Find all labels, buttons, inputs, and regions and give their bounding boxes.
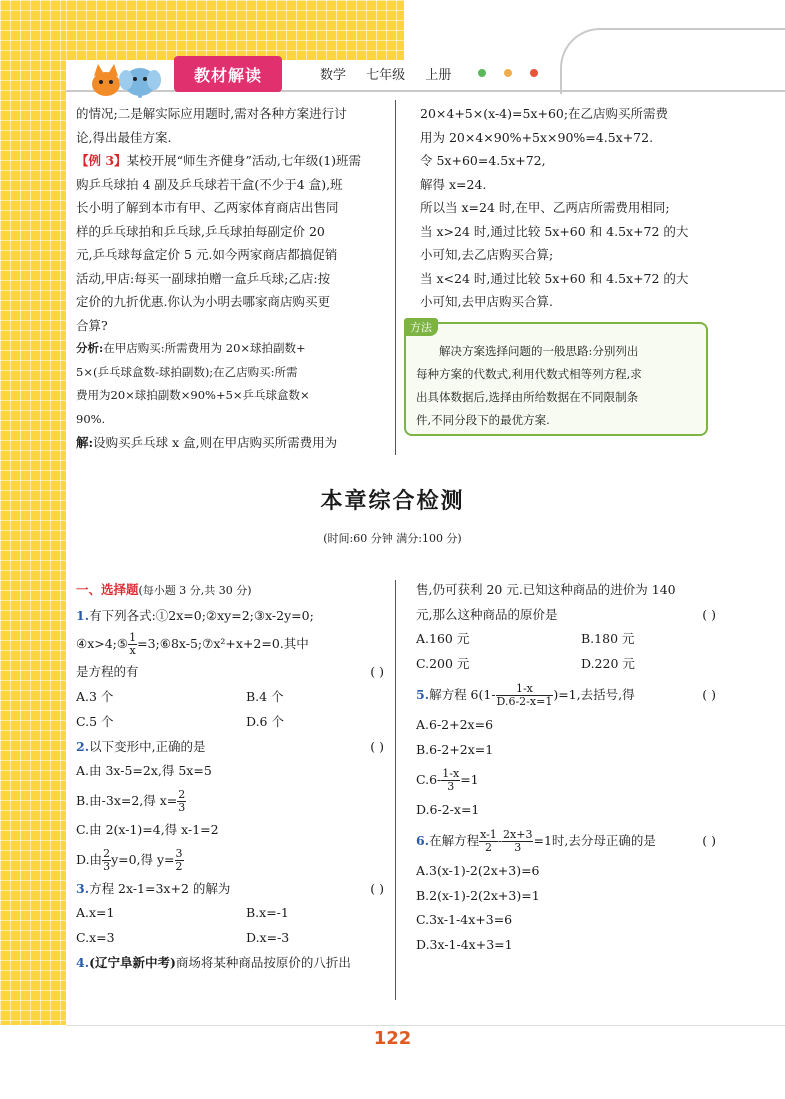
text-line: 某校开展“师生齐健身”活动,七年级(1)班需 xyxy=(126,153,362,168)
subject-label: 数学 xyxy=(320,68,347,83)
fraction: $\frac{3}{2}$ xyxy=(175,846,183,873)
text-line: 合算? xyxy=(76,317,108,333)
example-column-right xyxy=(420,102,720,314)
section-badge: 教材解读 xyxy=(174,56,282,92)
option-a: A.由 3x-5=2x,得 5x=5 xyxy=(76,763,212,779)
option-c: C.6- xyxy=(416,772,442,788)
analysis-tag: 分析: xyxy=(76,341,104,355)
text-line: 90%. xyxy=(76,411,106,426)
method-line: 每种方案的代数式,利用代数式相等列方程,求 xyxy=(416,367,642,381)
question-source: (辽宁阜新中考) xyxy=(89,954,176,970)
quiz-column-right xyxy=(416,578,716,958)
option-d: D.由 xyxy=(76,851,103,867)
text-line: 当 x<24 时,通过比较 5x+60 和 4.5x+72 的大 xyxy=(420,270,689,286)
question-text: - xyxy=(497,832,503,848)
answer-blank: ( ) xyxy=(702,686,716,702)
method-tag: 方法 xyxy=(404,318,438,336)
question-text: 售,仍可获利 20 元.已知这种商品的进价为 140 xyxy=(416,582,676,597)
solution-tag: 解: xyxy=(76,435,94,450)
header-curve xyxy=(560,28,785,94)
text-line: 令 5x+60=4.5x+72, xyxy=(420,153,546,168)
answer-blank: ( ) xyxy=(370,738,384,754)
example-column-left xyxy=(76,102,386,455)
text-line: 长小明了解到本市有甲、乙两家体育商店出售同 xyxy=(76,200,339,215)
section-heading: 一、选择题 xyxy=(76,582,139,597)
option-c: C.5 个 xyxy=(76,713,114,729)
text-line: 元,乒乓球每盒定价 5 元.如今两家商店都搞促销 xyxy=(76,247,338,262)
option-c: C.由 2(x-1)=4,得 x-1=2 xyxy=(76,821,219,837)
option-a: A.6-2+2x=6 xyxy=(416,716,494,732)
chapter-title: 本章综合检测 xyxy=(320,489,465,514)
red-dot-icon xyxy=(530,69,538,77)
text-line: 5×(乒乓球盒数-球拍副数);在乙店购买:所需 xyxy=(76,364,298,379)
text-line: 所以当 x=24 时,在甲、乙两店所需费用相同; xyxy=(420,200,670,215)
text-line: 论,得出最佳方案. xyxy=(76,129,172,145)
question-text: =1时,去分母正确的是 xyxy=(533,832,656,848)
decorative-grid-top xyxy=(66,0,404,60)
method-box xyxy=(404,322,708,436)
footer-divider xyxy=(66,1025,785,1026)
volume-label: 上册 xyxy=(425,68,452,83)
text-line: 解得 x=24. xyxy=(420,176,487,192)
quiz-column-left xyxy=(76,578,384,975)
green-dot-icon xyxy=(478,69,486,77)
text-line: 设购买乒乓球 x 盒,则在甲店购买所需费用为 xyxy=(93,435,338,450)
option-b: B.2(x-1)-2(2x+3)=1 xyxy=(416,887,540,903)
text-line: 定价的九折优惠.你认为小明去哪家商店购买更 xyxy=(76,294,330,309)
answer-blank: ( ) xyxy=(702,832,716,848)
question-text: 有下列各式:①2x=0;②xy=2;③x-2y=0; xyxy=(89,607,314,623)
text-line: 样的乒乓球拍和乒乓球,乒乓球拍每副定价 20 xyxy=(76,223,325,239)
answer-blank: ( ) xyxy=(702,606,716,622)
option-c: C.3x-1-4x+3=6 xyxy=(416,912,513,928)
option-d: D.x=-3 xyxy=(246,930,290,946)
book-info xyxy=(320,64,467,83)
chapter-subtitle: (时间:60 分钟 满分:100 分) xyxy=(323,532,462,545)
text-line: 20×4+5×(x-4)=5x+60;在乙店购买所需费 xyxy=(420,106,669,121)
fraction: $\frac{2}{3}$ xyxy=(103,846,111,873)
grade-label: 七年级 xyxy=(366,68,406,83)
option-d: D.220 元 xyxy=(581,656,635,672)
option-a: A.3(x-1)-2(2x+3)=6 xyxy=(416,862,540,878)
yellow-dot-icon xyxy=(504,69,512,77)
text-line: 在甲店购买:所需费用为 20×球拍副数+ xyxy=(103,341,306,355)
option-d: D.3x-1-4x+3=1 xyxy=(416,937,513,953)
option-c-text: =1 xyxy=(460,772,479,788)
question-text: 是方程的有 xyxy=(76,664,139,680)
option-a: A.3 个 xyxy=(76,689,114,705)
question-text: 解方程 6(1- xyxy=(429,686,496,702)
example-tag: 【例 3】 xyxy=(76,153,127,168)
question-number: 1. xyxy=(76,607,90,623)
section-note: (每小题 3 分,共 30 分) xyxy=(138,584,252,597)
fraction: $\frac{x-1}{2}$ xyxy=(480,827,497,854)
option-b: B.6-2+2x=1 xyxy=(416,741,494,757)
option-c: C.200 元 xyxy=(416,656,470,672)
question-number: 5. xyxy=(416,686,430,702)
fraction: $\frac{2}{3}$ xyxy=(178,787,186,814)
option-d-text: y=0,得 y= xyxy=(111,851,175,867)
method-line: 解决方案选择问题的一般思路:分别列出 xyxy=(439,344,639,358)
fraction: $\frac{1-x}{3}$ xyxy=(442,767,460,794)
page-number: 122 xyxy=(373,1028,412,1049)
text-line: 小可知,去乙店购买合算; xyxy=(420,247,554,262)
option-a: A.160 元 xyxy=(416,631,470,647)
column-divider xyxy=(395,580,396,1000)
option-b: B.180 元 xyxy=(581,631,635,647)
text-line: 小可知,去甲店购买合算. xyxy=(420,294,553,309)
answer-blank: ( ) xyxy=(370,880,384,896)
question-number: 4. xyxy=(76,954,90,970)
text-line: 当 x>24 时,通过比较 5x+60 和 4.5x+72 的大 xyxy=(420,223,689,239)
option-b: B.4 个 xyxy=(246,689,284,705)
question-text: 商场将某种商品按原价的八折出 xyxy=(175,954,351,970)
question-text: )=1,去括号,得 xyxy=(553,686,635,702)
option-d: D.6 个 xyxy=(246,713,284,729)
column-divider xyxy=(395,100,396,455)
text-line: 用为 20×4×90%+5x×90%=4.5x+72. xyxy=(420,129,654,145)
fraction: $\frac{1-x}{D.6-2-x=1}$ xyxy=(496,681,553,708)
answer-blank: ( ) xyxy=(370,664,384,680)
question-text: 方程 2x-1=3x+2 的解为 xyxy=(89,880,231,896)
question-text: 元,那么这种商品的原价是 xyxy=(416,606,558,622)
option-c: C.x=3 xyxy=(76,930,115,946)
text-line: 的情况;二是解实际应用题时,需对各种方案进行讨 xyxy=(76,106,347,121)
question-number: 6. xyxy=(416,832,430,848)
question-number: 2. xyxy=(76,738,90,754)
fraction: $\frac{1}{x}$ xyxy=(129,631,137,658)
method-line: 出具体数据后,选择由所给数据在不同限制条 xyxy=(416,390,639,404)
option-b: B.x=-1 xyxy=(246,905,289,921)
option-b: B.由-3x=2,得 x= xyxy=(76,792,178,808)
method-line: 件,不同分段下的最优方案. xyxy=(416,413,550,427)
question-text: =3;⑥8x-5;⑦x²+x+2=0.其中 xyxy=(137,636,309,652)
mascot-illustration xyxy=(78,64,178,100)
text-line: 费用为20×球拍副数×90%+5×乒乓球盒数× xyxy=(76,388,310,402)
question-number: 3. xyxy=(76,880,90,896)
text-line: 购乒乓球拍 4 副及乒乓球若干盒(不少于4 盒),班 xyxy=(76,176,343,192)
question-text: 以下变形中,正确的是 xyxy=(89,738,206,754)
fraction: $\frac{2x+3}{3}$ xyxy=(503,827,533,854)
option-d: D.6-2-x=1 xyxy=(416,802,480,818)
option-a: A.x=1 xyxy=(76,905,115,921)
question-text: 在解方程 xyxy=(429,832,480,848)
question-text: ④x>4;⑤ xyxy=(76,636,129,652)
text-line: 活动,甲店:每买一副球拍赠一盒乒乓球;乙店:按 xyxy=(76,270,331,286)
